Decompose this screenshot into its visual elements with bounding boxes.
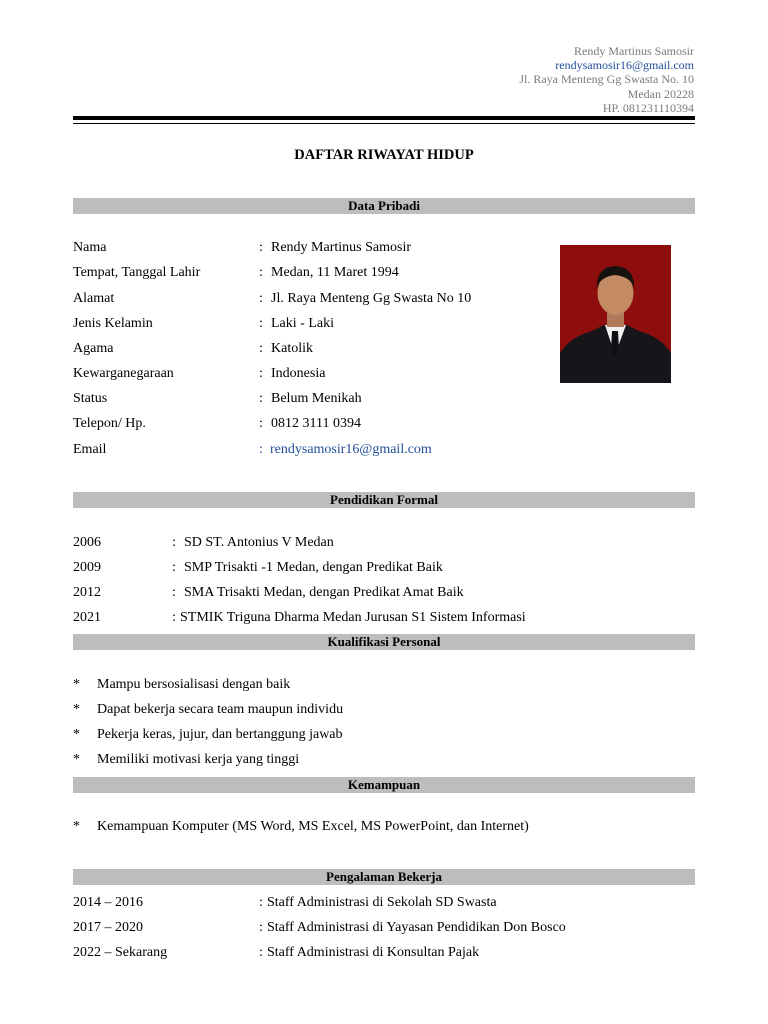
experience-row	[73, 918, 633, 938]
section-experience-header: Pengalaman Bekerja	[73, 869, 695, 885]
education-row	[73, 558, 573, 578]
colon: :	[259, 895, 263, 910]
header-city: Medan 20228	[627, 86, 694, 101]
qualification-item	[73, 675, 473, 695]
personal-row	[73, 238, 533, 258]
personal-value: Rendy Martinus Samosir	[271, 240, 411, 255]
education-year: 2009	[73, 560, 101, 575]
colon: :	[259, 416, 263, 431]
education-row	[73, 608, 573, 628]
header-email-link[interactable]: rendysamosir16@gmail.com	[555, 58, 694, 73]
colon: :	[259, 945, 263, 960]
colon: :	[172, 560, 176, 575]
qualification-item	[73, 750, 473, 770]
education-year: 2021	[73, 610, 101, 625]
header-divider-thick	[73, 116, 695, 120]
header-name: Rendy Martinus Samosir	[574, 44, 694, 58]
personal-row	[73, 263, 533, 283]
colon: :	[259, 391, 263, 406]
colon: :	[259, 920, 263, 935]
colon: :	[259, 240, 263, 255]
education-year: 2012	[73, 585, 101, 600]
colon: :	[259, 291, 263, 306]
personal-value: Medan, 11 Maret 1994	[271, 265, 399, 280]
qualification-text: Memiliki motivasi kerja yang tinggi	[97, 752, 300, 767]
personal-label: Jenis Kelamin	[73, 316, 153, 331]
experience-period: 2022 – Sekarang	[73, 945, 168, 960]
qualification-text: Dapat bekerja secara team maupun individu	[97, 702, 344, 717]
qualification-item	[73, 725, 473, 745]
experience-role: Staff Administrasi di Yayasan Pendidikan Don Bosco	[267, 920, 566, 935]
qualification-text: Mampu bersosialisasi dengan baik	[97, 677, 291, 692]
bullet: *	[73, 819, 80, 834]
qualification-text: Pekerja keras, jujur, dan bertanggung jawab	[97, 727, 343, 742]
qualification-item	[73, 700, 473, 720]
personal-value: 0812 3111 0394	[271, 416, 361, 431]
education-school: SMA Trisakti Medan, dengan Predikat Amat Baik	[184, 585, 464, 600]
header-address: Jl. Raya Menteng Gg Swasta No. 10	[519, 72, 694, 87]
personal-row	[73, 389, 533, 409]
personal-row	[73, 414, 533, 434]
personal-label: Email	[73, 442, 107, 457]
bullet: *	[73, 752, 80, 767]
personal-label: Tempat, Tanggal Lahir	[73, 265, 201, 280]
personal-label: Alamat	[73, 291, 115, 306]
colon: :	[259, 316, 263, 331]
personal-row	[73, 339, 533, 359]
experience-row	[73, 893, 633, 913]
personal-label: Kewarganegaraan	[73, 366, 174, 381]
document-title: DAFTAR RIWAYAT HIDUP	[294, 147, 474, 163]
section-skills-header: Kemampuan	[73, 777, 695, 793]
bullet: *	[73, 727, 80, 742]
personal-row	[73, 289, 533, 309]
email-link[interactable]: rendysamosir16@gmail.com	[270, 442, 432, 457]
personal-row	[73, 364, 533, 384]
profile-photo	[560, 245, 671, 383]
education-row	[73, 533, 573, 553]
personal-value: Belum Menikah	[271, 391, 362, 406]
bullet: *	[73, 702, 80, 717]
colon: :	[259, 341, 263, 356]
experience-period: 2014 – 2016	[73, 895, 143, 910]
skill-text: Kemampuan Komputer (MS Word, MS Excel, MS PowerPoint, dan Internet)	[97, 819, 529, 834]
education-year: 2006	[73, 535, 101, 550]
header-phone: HP. 081231110394	[602, 100, 694, 115]
colon: :	[259, 442, 263, 457]
bullet: *	[73, 677, 80, 692]
section-education-header: Pendidikan Formal	[73, 492, 695, 508]
personal-row	[73, 314, 533, 334]
header-divider-thin	[73, 123, 695, 124]
personal-value: Indonesia	[271, 366, 326, 381]
experience-period: 2017 – 2020	[73, 920, 143, 935]
personal-row	[73, 440, 533, 460]
personal-label: Telepon/ Hp.	[73, 416, 146, 431]
experience-row	[73, 943, 633, 963]
education-row	[73, 583, 573, 603]
education-school: STMIK Triguna Dharma Medan Jurusan S1 Sistem Informasi	[180, 610, 526, 625]
personal-value: Jl. Raya Menteng Gg Swasta No 10	[271, 291, 472, 306]
education-school: SMP Trisakti -1 Medan, dengan Predikat Baik	[184, 560, 443, 575]
contact-header	[519, 44, 694, 115]
personal-value: Laki - Laki	[271, 316, 334, 331]
education-school: SD ST. Antonius V Medan	[184, 535, 334, 550]
section-qualifications-header: Kualifikasi Personal	[73, 634, 695, 650]
colon: :	[172, 585, 176, 600]
personal-label: Nama	[73, 240, 107, 255]
colon: :	[172, 535, 176, 550]
personal-label: Status	[73, 391, 108, 406]
skill-item	[73, 817, 633, 837]
experience-role: Staff Administrasi di Konsultan Pajak	[267, 945, 480, 960]
colon: :	[172, 610, 176, 625]
colon: :	[259, 265, 263, 280]
experience-role: Staff Administrasi di Sekolah SD Swasta	[267, 895, 497, 910]
person-silhouette-icon	[560, 245, 671, 383]
personal-value: Katolik	[271, 341, 313, 356]
section-personal-header: Data Pribadi	[73, 198, 695, 214]
colon: :	[259, 366, 263, 381]
personal-label: Agama	[73, 341, 114, 356]
